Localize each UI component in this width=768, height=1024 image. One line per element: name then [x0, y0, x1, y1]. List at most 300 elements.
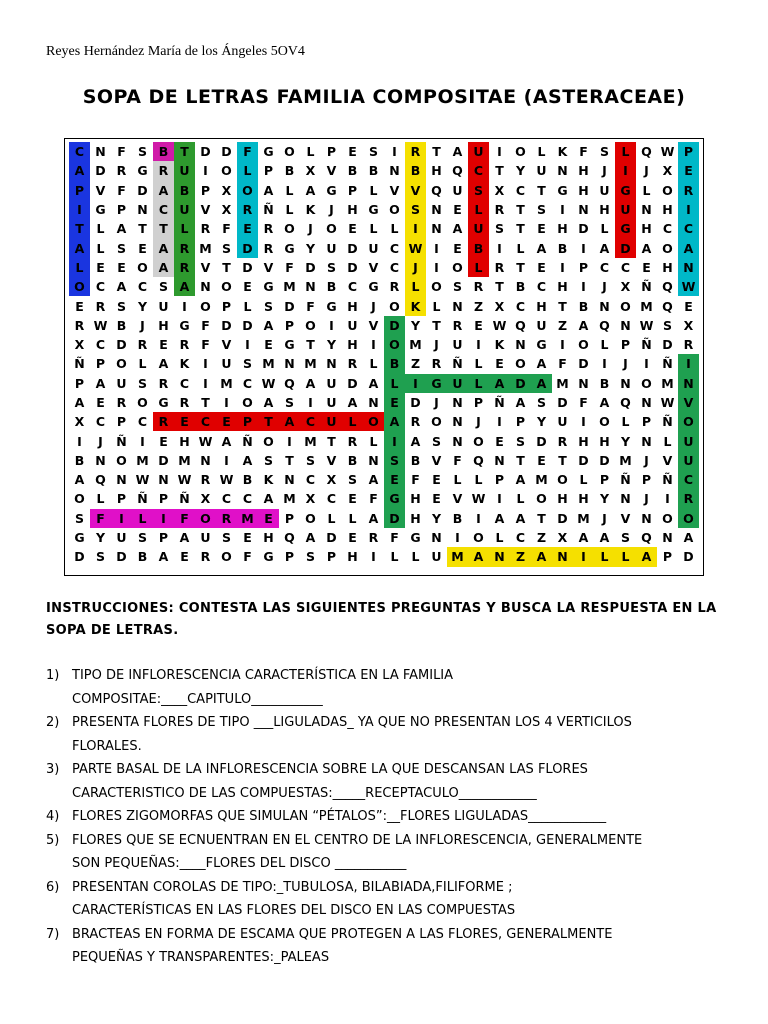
grid-letter: N	[678, 374, 699, 393]
grid-letter: L	[516, 240, 525, 256]
grid-letter: A	[263, 491, 274, 507]
grid-letter: L	[468, 258, 489, 277]
grid-letter: L	[468, 200, 489, 219]
grid-letter: E	[180, 549, 189, 565]
grid-letter: A	[95, 375, 106, 391]
grid-letter: K	[557, 144, 568, 160]
grid-letter: A	[578, 530, 589, 546]
grid-letter: R	[557, 433, 568, 449]
grid-letter: N	[284, 356, 295, 372]
grid-letter: I	[140, 433, 145, 449]
grid-letter: C	[221, 491, 232, 507]
grid-letter: A	[116, 279, 127, 295]
grid-letter: A	[536, 240, 547, 256]
grid-letter: N	[431, 530, 442, 546]
grid-letter: T	[138, 221, 147, 237]
grid-letter: P	[515, 414, 526, 430]
grid-letter: Y	[620, 433, 631, 449]
grid-letter: T	[558, 298, 567, 314]
grid-letter: T	[516, 452, 525, 468]
grid-letter: L	[384, 374, 405, 393]
grid-letter: S	[137, 375, 147, 391]
grid-letter: R	[405, 142, 426, 161]
grid-letter: P	[69, 181, 90, 200]
grid-letter: U	[326, 240, 337, 256]
grid-letter: O	[662, 240, 673, 256]
grid-letter: O	[284, 221, 295, 237]
grid-letter: J	[644, 163, 649, 179]
grid-letter: I	[224, 452, 229, 468]
grid-letter: N	[489, 547, 510, 566]
grid-letter: R	[153, 412, 174, 431]
grid-letter: G	[557, 182, 568, 198]
grid-letter: W	[177, 472, 192, 488]
grid-letter: Q	[662, 279, 673, 295]
grid-letter: G	[95, 202, 106, 218]
grid-letter: Q	[431, 182, 442, 198]
grid-letter: I	[405, 219, 426, 238]
grid-letter: R	[683, 337, 694, 353]
grid-letter: K	[179, 356, 190, 372]
question-item	[46, 923, 746, 970]
grid-letter: I	[581, 240, 586, 256]
grid-letter: F	[174, 509, 195, 528]
grid-letter: Q	[284, 375, 295, 391]
grid-letter: S	[116, 298, 126, 314]
grid-letter: Ñ	[179, 491, 190, 507]
grid-letter: A	[279, 412, 300, 431]
grid-letter: V	[95, 182, 106, 198]
grid-letter: C	[95, 279, 106, 295]
grid-letter: D	[326, 530, 337, 546]
question-list	[46, 664, 746, 970]
grid-letter: E	[348, 530, 357, 546]
question-item	[46, 758, 746, 805]
grid-letter: I	[476, 337, 481, 353]
grid-letter: C	[662, 221, 673, 237]
grid-letter: C	[179, 375, 190, 391]
grid-letter: B	[578, 298, 589, 314]
grid-letter: A	[678, 238, 699, 257]
grid-letter: Ñ	[74, 356, 85, 372]
grid-letter: Q	[641, 144, 652, 160]
grid-letter: U	[447, 374, 468, 393]
grid-letter: G	[158, 395, 169, 410]
grid-letter: P	[662, 549, 673, 565]
grid-letter: Ñ	[662, 414, 673, 430]
grid-letter: R	[200, 472, 211, 488]
grid-letter: M	[304, 433, 317, 449]
grid-letter: L	[348, 510, 357, 526]
grid-letter: R	[179, 395, 190, 410]
grid-letter: I	[69, 200, 90, 219]
grid-letter: O	[389, 298, 400, 314]
grid-letter: D	[242, 259, 253, 275]
grid-letter: A	[153, 238, 174, 257]
grid-letter: W	[660, 144, 675, 160]
grid-letter: I	[203, 356, 208, 372]
grid-letter: N	[641, 395, 652, 410]
question-text: FLORES ZIGOMORFAS QUE SIMULAN “PÉTALOS”:__FLORES LIGULADAS____________	[72, 809, 607, 824]
grid-letter: E	[264, 337, 273, 353]
grid-letter: O	[263, 433, 274, 449]
grid-letter: S	[599, 144, 609, 160]
grid-letter: Q	[284, 530, 295, 546]
grid-letter: S	[221, 530, 231, 546]
grid-letter: U	[200, 530, 211, 546]
grid-letter: N	[641, 433, 652, 449]
grid-letter: R	[263, 221, 274, 237]
grid-letter: A	[305, 375, 316, 391]
grid-letter: H	[347, 298, 358, 314]
grid-letter: J	[434, 337, 439, 353]
grid-letter: I	[203, 375, 208, 391]
grid-letter: P	[158, 491, 169, 507]
grid-letter: S	[221, 240, 231, 256]
grid-letter: R	[95, 298, 106, 314]
grid-letter: D	[557, 510, 568, 526]
grid-letter: R	[368, 530, 379, 546]
grid-letter: M	[283, 491, 296, 507]
grid-letter: C	[195, 412, 216, 431]
grid-letter: B	[116, 317, 127, 333]
grid-letter: G	[326, 298, 337, 314]
grid-letter: E	[75, 298, 84, 314]
grid-letter: N	[368, 452, 379, 468]
grid-letter: A	[599, 530, 610, 546]
grid-letter: R	[678, 181, 699, 200]
grid-letter: F	[411, 472, 420, 488]
grid-letter: E	[138, 240, 147, 256]
grid-letter: T	[537, 182, 546, 198]
grid-letter: H	[557, 491, 568, 507]
grid-letter: U	[678, 451, 699, 470]
grid-letter: W	[93, 317, 108, 333]
grid-letter: L	[138, 356, 147, 372]
author-name: Reyes Hernández María de los Ángeles 5OV4	[46, 44, 305, 59]
grid-letter: V	[200, 202, 211, 218]
grid-letter: L	[96, 491, 105, 507]
grid-letter: S	[536, 395, 546, 410]
grid-letter: L	[594, 547, 615, 566]
grid-letter: H	[410, 510, 421, 526]
grid-letter: N	[116, 472, 127, 488]
grid-letter: S	[620, 530, 630, 546]
grid-letter: T	[516, 202, 525, 218]
grid-letter: K	[405, 296, 426, 315]
grid-letter: R	[389, 279, 400, 295]
grid-letter: K	[494, 337, 505, 353]
grid-letter: U	[221, 356, 232, 372]
grid-letter: B	[368, 163, 379, 179]
grid-letter: R	[200, 221, 211, 237]
grid-letter: R	[174, 258, 195, 277]
grid-letter: U	[678, 431, 699, 450]
grid-letter: I	[497, 240, 502, 256]
grid-letter: E	[537, 221, 546, 237]
grid-letter: C	[347, 279, 358, 295]
grid-letter: E	[243, 530, 252, 546]
grid-letter: U	[468, 219, 489, 238]
grid-letter: D	[116, 337, 127, 353]
grid-letter: O	[557, 472, 568, 488]
grid-letter: X	[221, 182, 232, 198]
grid-letter: L	[453, 472, 462, 488]
grid-letter: B	[468, 238, 489, 257]
grid-letter: B	[599, 375, 610, 391]
grid-letter: M	[577, 510, 590, 526]
grid-letter: E	[537, 452, 546, 468]
grid-letter: W	[639, 317, 654, 333]
grid-letter: U	[557, 414, 568, 430]
grid-letter: O	[389, 202, 400, 218]
grid-letter: A	[599, 240, 610, 256]
grid-letter: V	[326, 452, 337, 468]
grid-letter: G	[263, 549, 274, 565]
grid-letter: X	[494, 298, 505, 314]
grid-letter: X	[221, 202, 232, 218]
grid-letter: Q	[515, 317, 526, 333]
grid-letter: F	[90, 509, 111, 528]
grid-letter: A	[515, 472, 526, 488]
grid-letter: R	[263, 240, 274, 256]
grid-letter: L	[390, 221, 399, 237]
question-number: 4)	[46, 809, 60, 824]
grid-letter: I	[497, 491, 502, 507]
grid-letter: C	[242, 375, 253, 391]
grid-letter: I	[581, 279, 586, 295]
grid-letter: D	[74, 549, 85, 565]
grid-letter: F	[237, 142, 258, 161]
grid-letter: Ñ	[620, 472, 631, 488]
grid-letter: D	[347, 375, 358, 391]
grid-letter: N	[158, 472, 169, 488]
grid-letter: C	[599, 259, 610, 275]
grid-letter: P	[326, 144, 337, 160]
grid-letter: H	[662, 202, 673, 218]
grid-letter: U	[174, 200, 195, 219]
grid-letter: W	[492, 317, 507, 333]
grid-letter: M	[640, 298, 653, 314]
grid-letter: I	[182, 298, 187, 314]
grid-letter: T	[174, 142, 195, 161]
grid-letter: L	[516, 491, 525, 507]
grid-letter: K	[305, 202, 316, 218]
grid-letter: C	[468, 161, 489, 180]
page-title: SOPA DE LETRAS FAMILIA COMPOSITAE (ASTERACEAE)	[82, 86, 686, 108]
grid-letter: J	[329, 202, 334, 218]
grid-letter: S	[284, 395, 294, 410]
grid-letter: J	[644, 491, 649, 507]
grid-letter: A	[153, 258, 174, 277]
question-number: 3)	[46, 762, 60, 777]
grid-letter: N	[620, 317, 631, 333]
grid-letter: P	[284, 317, 295, 333]
grid-letter: L	[369, 433, 378, 449]
grid-letter: O	[137, 259, 148, 275]
grid-letter: I	[560, 337, 565, 353]
grid-letter: L	[96, 240, 105, 256]
grid-letter: B	[347, 452, 358, 468]
grid-letter: E	[159, 337, 168, 353]
grid-letter: A	[636, 547, 657, 566]
grid-letter: N	[200, 279, 211, 295]
grid-letter: D	[510, 374, 531, 393]
grid-letter: J	[623, 356, 628, 372]
grid-letter: C	[515, 298, 526, 314]
grid-letter: H	[263, 530, 274, 546]
grid-letter: H	[536, 298, 547, 314]
grid-letter: C	[137, 279, 148, 295]
grid-letter: C	[69, 142, 90, 161]
grid-letter: L	[600, 337, 609, 353]
grid-letter: L	[663, 433, 672, 449]
grid-letter: I	[644, 356, 649, 372]
grid-letter: N	[431, 221, 442, 237]
grid-letter: O	[431, 279, 442, 295]
grid-letter: J	[602, 163, 607, 179]
grid-letter: I	[392, 144, 397, 160]
grid-letter: P	[578, 259, 589, 275]
grid-letter: F	[369, 491, 378, 507]
grid-letter: W	[135, 472, 150, 488]
grid-letter: O	[620, 298, 631, 314]
grid-letter: W	[198, 433, 213, 449]
grid-letter: L	[237, 161, 258, 180]
grid-letter: U	[368, 240, 379, 256]
grid-letter: V	[326, 163, 337, 179]
grid-letter: U	[452, 337, 463, 353]
grid-letter: F	[558, 356, 567, 372]
grid-letter: F	[222, 221, 231, 237]
grid-letter: L	[621, 414, 630, 430]
grid-letter: N	[284, 472, 295, 488]
grid-letter: E	[495, 356, 504, 372]
question-number: 1)	[46, 668, 60, 683]
grid-letter: P	[347, 182, 358, 198]
question-text: TIPO DE INFLORESCENCIA CARACTERÍSTICA EN LA FAMILIA	[72, 668, 454, 683]
grid-letter: R	[473, 279, 484, 295]
grid-letter: F	[579, 395, 588, 410]
grid-letter: A	[263, 182, 274, 198]
grid-letter: Q	[452, 163, 463, 179]
grid-letter: R	[347, 433, 358, 449]
grid-letter: A	[452, 221, 463, 237]
grid-letter: T	[153, 219, 174, 238]
grid-letter: D	[137, 182, 148, 198]
grid-letter: O	[431, 414, 442, 430]
grid-letter: S	[515, 433, 525, 449]
grid-letter: W	[261, 375, 276, 391]
grid-letter: O	[536, 491, 547, 507]
grid-letter: A	[305, 182, 316, 198]
grid-letter: H	[179, 433, 190, 449]
grid-letter: R	[116, 163, 127, 179]
grid-letter: O	[200, 298, 211, 314]
grid-letter: L	[306, 144, 315, 160]
grid-letter: V	[368, 259, 379, 275]
grid-letter: G	[326, 182, 337, 198]
grid-letter: U	[116, 530, 127, 546]
grid-letter: I	[371, 337, 376, 353]
grid-letter: A	[536, 356, 547, 372]
grid-letter: O	[662, 510, 673, 526]
grid-letter: D	[578, 452, 589, 468]
grid-letter: O	[515, 144, 526, 160]
grid-letter: N	[452, 395, 463, 410]
grid-letter: U	[431, 549, 442, 565]
grid-letter: D	[578, 221, 589, 237]
grid-letter: P	[641, 472, 652, 488]
grid-letter: X	[305, 163, 316, 179]
grid-letter: S	[468, 181, 489, 200]
grid-letter: O	[599, 414, 610, 430]
grid-letter: J	[602, 279, 607, 295]
grid-letter: R	[678, 489, 699, 508]
grid-letter: J	[476, 414, 481, 430]
grid-letter: V	[221, 337, 232, 353]
grid-letter: I	[245, 337, 250, 353]
grid-letter: E	[159, 433, 168, 449]
grid-letter: L	[474, 356, 483, 372]
grid-letter: A	[69, 161, 90, 180]
grid-letter: O	[137, 395, 148, 410]
grid-letter: A	[489, 374, 510, 393]
grid-letter: A	[158, 549, 169, 565]
grid-letter: P	[494, 472, 505, 488]
grid-letter: D	[536, 433, 547, 449]
grid-letter: I	[405, 374, 426, 393]
grid-letter: I	[678, 200, 699, 219]
grid-letter: O	[678, 412, 699, 431]
grid-letter: F	[285, 259, 294, 275]
grid-letter: V	[368, 317, 379, 333]
grid-letter: P	[473, 395, 484, 410]
grid-letter: T	[495, 163, 504, 179]
grid-letter: Ñ	[641, 279, 652, 295]
question-number: 7)	[46, 926, 60, 942]
grid-letter: Q	[662, 298, 673, 314]
grid-letter: I	[153, 509, 174, 528]
grid-letter: E	[684, 298, 693, 314]
grid-letter: T	[306, 337, 315, 353]
grid-letter: C	[242, 491, 253, 507]
grid-letter: A	[515, 395, 526, 410]
grid-letter: N	[452, 298, 463, 314]
grid-letter: F	[453, 452, 462, 468]
grid-letter: D	[116, 549, 127, 565]
grid-letter: J	[98, 433, 103, 449]
grid-letter: P	[599, 472, 610, 488]
grid-letter: O	[641, 375, 652, 391]
grid-letter: Q	[95, 472, 106, 488]
grid-letter: J	[644, 452, 649, 468]
grid-letter: D	[615, 238, 636, 257]
grid-letter: D	[384, 509, 405, 528]
grid-letter: A	[494, 510, 505, 526]
instructions-text: INSTRUCCIONES: CONTESTA LAS SIGUIENTES PREGUNTAS Y BUSCA LA RESPUESTA EN LA SOPA DE LETRAS.	[46, 601, 717, 638]
grid-letter: Q	[473, 452, 484, 468]
grid-letter: P	[116, 491, 127, 507]
question-number: 6)	[46, 879, 60, 895]
grid-letter: F	[201, 337, 210, 353]
grid-letter: C	[326, 491, 337, 507]
grid-letter: U	[326, 375, 337, 391]
grid-letter: S	[662, 317, 672, 333]
grid-letter: I	[455, 530, 460, 546]
grid-letter: U	[158, 298, 169, 314]
grid-letter: H	[662, 259, 673, 275]
